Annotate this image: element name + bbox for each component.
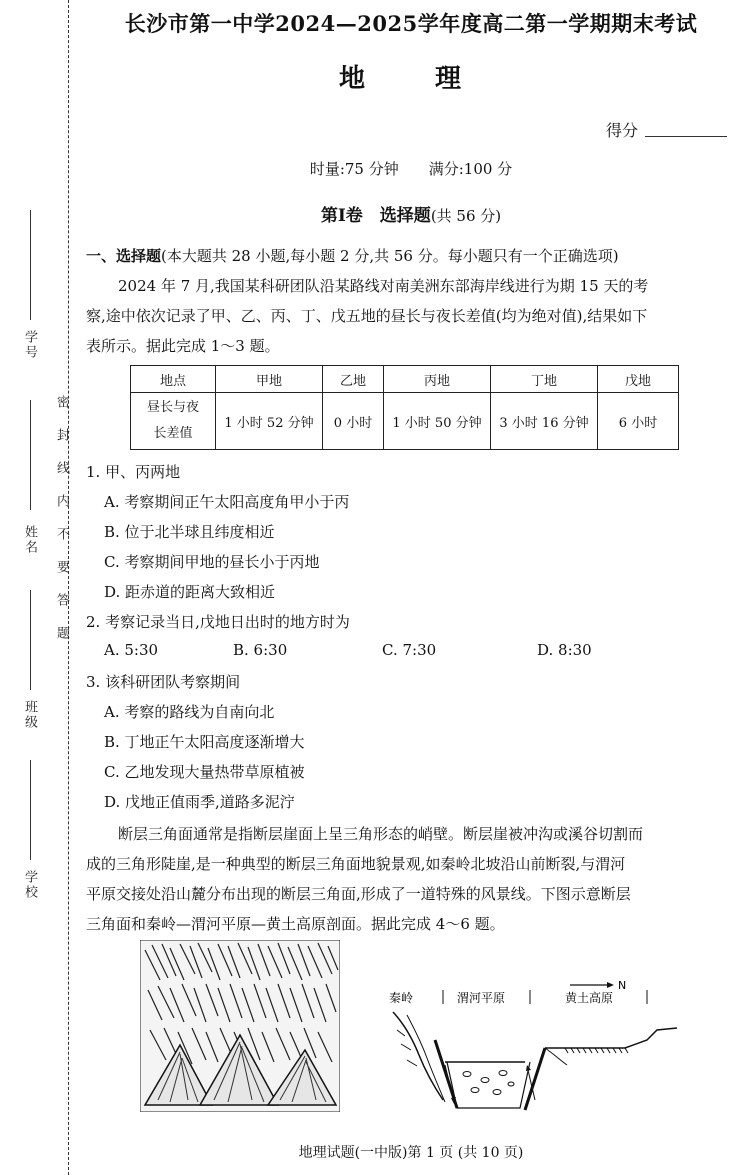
question-3-option-d: D. 戊地正值雨季,道路多泥泞 (104, 793, 295, 811)
subject-title: 地 理 (338, 64, 483, 94)
student-id-field (30, 210, 31, 320)
section-points: (共 56 分) (430, 207, 502, 225)
table-header-row (131, 366, 679, 393)
question-2-option-c: C. 7:30 (382, 641, 437, 659)
table-cell: 3 小时 16 分钟 (491, 393, 598, 450)
fault-triangle-photo (140, 940, 340, 1112)
table-header: 甲地 (216, 366, 323, 393)
question-3-option-b: B. 丁地正午太阳高度逐渐增大 (104, 733, 305, 751)
table-cell: 1 小时 50 分钟 (384, 393, 491, 450)
label-loess-plateau: 黄土高原 (565, 991, 614, 1005)
class-field (30, 590, 31, 690)
page-footer: 地理试题(一中版)第 1 页 (共 10 页) (298, 1145, 524, 1161)
question-1-option-c: C. 考察期间甲地的昼长小于丙地 (104, 553, 320, 571)
part-heading-label: 一、选择题 (86, 247, 162, 265)
material2-line2: 成的三角形陡崖,是一种典型的断层三角面地貌景观,如秦岭北坡沿山前断裂,与渭河 (86, 855, 626, 873)
question-1-stem: 1. 甲、丙两地 (86, 463, 181, 481)
question-2-option-d: D. 8:30 (537, 641, 592, 659)
question-3-stem: 3. 该科研团队考察期间 (86, 673, 241, 691)
profile-diagram (385, 970, 685, 1115)
table-row-label-line1: 昼长与夜 (146, 400, 199, 415)
table-cell: 0 小时 (323, 393, 384, 450)
day-night-table (130, 365, 679, 450)
question-3-option-a: A. 考察的路线为自南向北 (104, 703, 275, 721)
label-qinling: 秦岭 (389, 991, 414, 1005)
part-heading (86, 241, 619, 271)
material2-line3: 平原交接处沿山麓分布出现的断层三角面,形成了一道特殊的风景线。下图示意断层 (86, 885, 631, 903)
table-row-label (131, 393, 216, 450)
exam-time-info: 时量:75 分钟 满分:100 分 (309, 160, 513, 178)
table-row-label-line2: 长差值 (153, 426, 193, 441)
table-row (131, 393, 679, 450)
table-header: 丙地 (384, 366, 491, 393)
exam-title: 长沙市第一中学2024—2025学年度高二第一学期期末考试 (124, 11, 698, 36)
name-label: 姓名 (22, 525, 37, 555)
school-field (30, 760, 31, 860)
question-2-option-a: A. 5:30 (104, 641, 159, 659)
school-label: 学校 (22, 870, 37, 900)
material2-line1: 断层三角面通常是指断层崖面上呈三角形态的峭壁。断层崖被冲沟或溪谷切割而 (118, 825, 644, 843)
north-label: N (618, 979, 627, 992)
table-header: 丁地 (491, 366, 598, 393)
material1-line2: 察,途中依次记录了甲、乙、丙、丁、戊五地的昼长与夜长差值(均为绝对值),结果如下 (86, 307, 648, 325)
material1-line3: 表所示。据此完成 1～3 题。 (86, 337, 280, 355)
table-cell: 1 小时 52 分钟 (216, 393, 323, 450)
material2-line4: 三角面和秦岭—渭河平原—黄土高原剖面。据此完成 4～6 题。 (86, 915, 505, 933)
table-header: 地点 (131, 366, 216, 393)
table-cell: 6 小时 (598, 393, 679, 450)
question-1-option-a: A. 考察期间正午太阳高度角甲小于丙 (104, 493, 350, 511)
question-2-stem: 2. 考察记录当日,戊地日出时的地方时为 (86, 613, 350, 631)
seal-warning: 密封线内不要答题 (54, 395, 69, 659)
question-1-option-b: B. 位于北半球且纬度相近 (104, 523, 275, 541)
material1-line1: 2024 年 7 月,我国某科研团队沿某路线对南美洲东部海岸线进行为期 15 天的考 (118, 277, 649, 295)
name-field (30, 400, 31, 510)
table-header: 乙地 (323, 366, 384, 393)
question-2-option-b: B. 6:30 (233, 641, 288, 659)
class-label: 班级 (22, 700, 37, 730)
student-id-label: 学号 (22, 330, 37, 360)
table-header: 戊地 (598, 366, 679, 393)
section-name: 第Ⅰ卷 选择题 (320, 206, 431, 226)
score-field (645, 136, 727, 137)
score-label: 得分 (606, 121, 639, 140)
section-title (80, 201, 742, 226)
label-weihe-plain: 渭河平原 (457, 991, 506, 1005)
north-arrow-head-icon (607, 982, 614, 988)
part-instruction: (本大题共 28 小题,每小题 2 分,共 56 分。每小题只有一个正确选项) (161, 247, 619, 265)
question-3-option-c: C. 乙地发现大量热带草原植被 (104, 763, 305, 781)
question-1-option-d: D. 距赤道的距离大致相近 (104, 583, 276, 601)
